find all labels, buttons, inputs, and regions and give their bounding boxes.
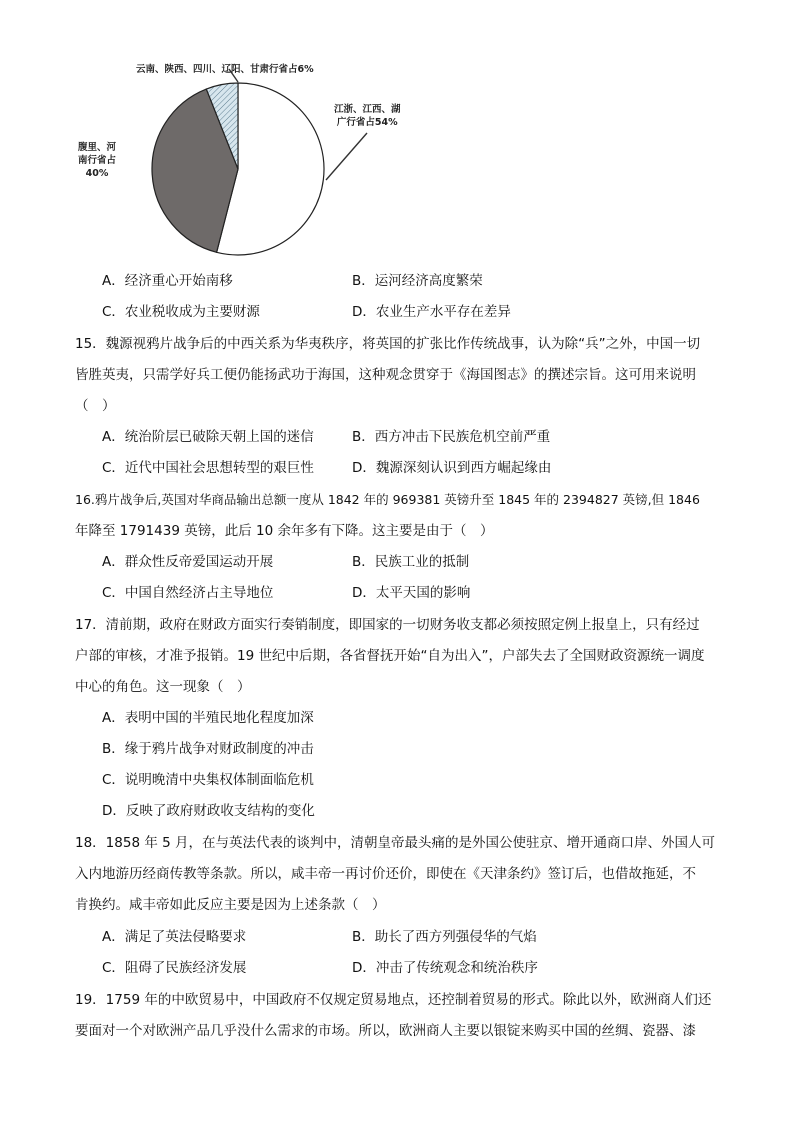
q15-option-a: A．统治阶层已破除天朝上国的迷信 [102, 429, 314, 445]
slice-label-right [334, 103, 401, 129]
q16-option-b: B．民族工业的抵制 [352, 554, 470, 570]
q15-option-b: B．西方冲击下民族危机空前严重 [352, 429, 551, 445]
q18-option-a: A．满足了英法侵略要求 [102, 929, 247, 945]
q17-stem-line1: 17．清前期，政府在财政方面实行奏销制度，即国家的一切财务收支都必须按照定例上报皇上，只有经过 [75, 617, 700, 633]
pie-svg [70, 55, 470, 265]
q15-option-c: C．近代中国社会思想转型的艰巨性 [102, 460, 314, 476]
slice-label-left [78, 141, 116, 180]
slice-label-top-text: 云南、陕西、四川、辽阳、甘肃行省占6% [136, 64, 314, 75]
slice-label-top [136, 63, 314, 76]
slice-label-right-line2: 广行省占54% [336, 117, 398, 128]
q17-stem-line2: 户部的审核，才准予报销。19 世纪中后期，各省督抚开始“自为出入”，户部失去了全国财政资源统一调度 [75, 648, 705, 664]
q18-option-d: D．冲击了传统观念和统治秩序 [352, 960, 538, 976]
q15-stem-line1: 15．魏源视鸦片战争后的中西关系为华夷秩序，将英国的扩张比作传统战事，认为除“兵”之外，中国一切 [75, 336, 701, 352]
q18-stem-line3: 肯换约。咸丰帝如此反应主要是因为上述条款（ ） [75, 897, 386, 913]
q18-stem-line2: 入内地游历经商传教等条款。所以，咸丰帝一再讨价还价，即使在《天津条约》签订后，也借故拖延，不 [75, 866, 696, 882]
slice-label-left-line2: 南行省占 [78, 155, 117, 166]
q19-stem-line1: 19．1759 年的中欧贸易中，中国政府不仅规定贸易地点，还控制着贸易的形式。除此以外，欧洲商人们还 [75, 992, 712, 1008]
q18-option-b: B．助长了西方列强侵华的气焰 [352, 929, 537, 945]
q17-stem-line3: 中心的角色。这一现象（ ） [75, 679, 251, 695]
q14-option-a: A．经济重心开始南移 [102, 273, 233, 289]
q15-option-d: D．魏源深刻认识到西方崛起缘由 [352, 460, 552, 476]
q17-option-b: B．缘于鸦片战争对财政制度的冲击 [102, 741, 314, 757]
slice-label-right-line1: 江浙、江西、湖 [334, 104, 401, 115]
q14-option-c: C．农业税收成为主要财源 [102, 304, 260, 320]
slice-label-left-line1: 腹里、河 [78, 142, 117, 153]
leader-line-right [326, 133, 367, 180]
q16-option-d: D．太平天国的影响 [352, 585, 471, 601]
q16-stem-line2: 年降至 1791439 英镑，此后 10 余年多有下降。这主要是由于（ ） [75, 523, 494, 539]
q14-option-b: B．运河经济高度繁荣 [352, 273, 483, 289]
q15-stem-line2: 皆胜英夷，只需学好兵工便仍能扬武功于海国，这种观念贯穿于《海国图志》的撰述宗旨。这可用来说明 [75, 367, 696, 383]
q15-stem-line3: （ ） [75, 398, 116, 414]
q16-option-a: A．群众性反帝爱国运动开展 [102, 554, 274, 570]
q18-option-c: C．阻碍了民族经济发展 [102, 960, 247, 976]
q16-option-c: C．中国自然经济占主导地位 [102, 585, 274, 601]
q17-option-a: A．表明中国的半殖民地化程度加深 [102, 710, 314, 726]
q16-stem-line1: 16.鸦片战争后,英国对华商品输出总额一度从 1842 年的 969381 英镑升至 1845 年的 2394827 英镑,但 1846 [75, 492, 700, 507]
q14-option-d: D．农业生产水平存在差异 [352, 304, 511, 320]
pie-chart [70, 55, 470, 265]
q19-stem-line2: 要面对一个对欧洲产品几乎没什么需求的市场。所以，欧洲商人主要以银锭来购买中国的丝绸、瓷器、漆 [75, 1023, 696, 1039]
q17-option-c: C．说明晚清中央集权体制面临危机 [102, 772, 314, 788]
slice-label-left-line3: 40% [85, 168, 109, 179]
q18-stem-line1: 18．1858 年 5 月，在与英法代表的谈判中，清朝皇帝最头痛的是外国公使驻京、增开通商口岸、外国人可 [75, 835, 715, 851]
q17-option-d: D．反映了政府财政收支结构的变化 [102, 803, 315, 819]
